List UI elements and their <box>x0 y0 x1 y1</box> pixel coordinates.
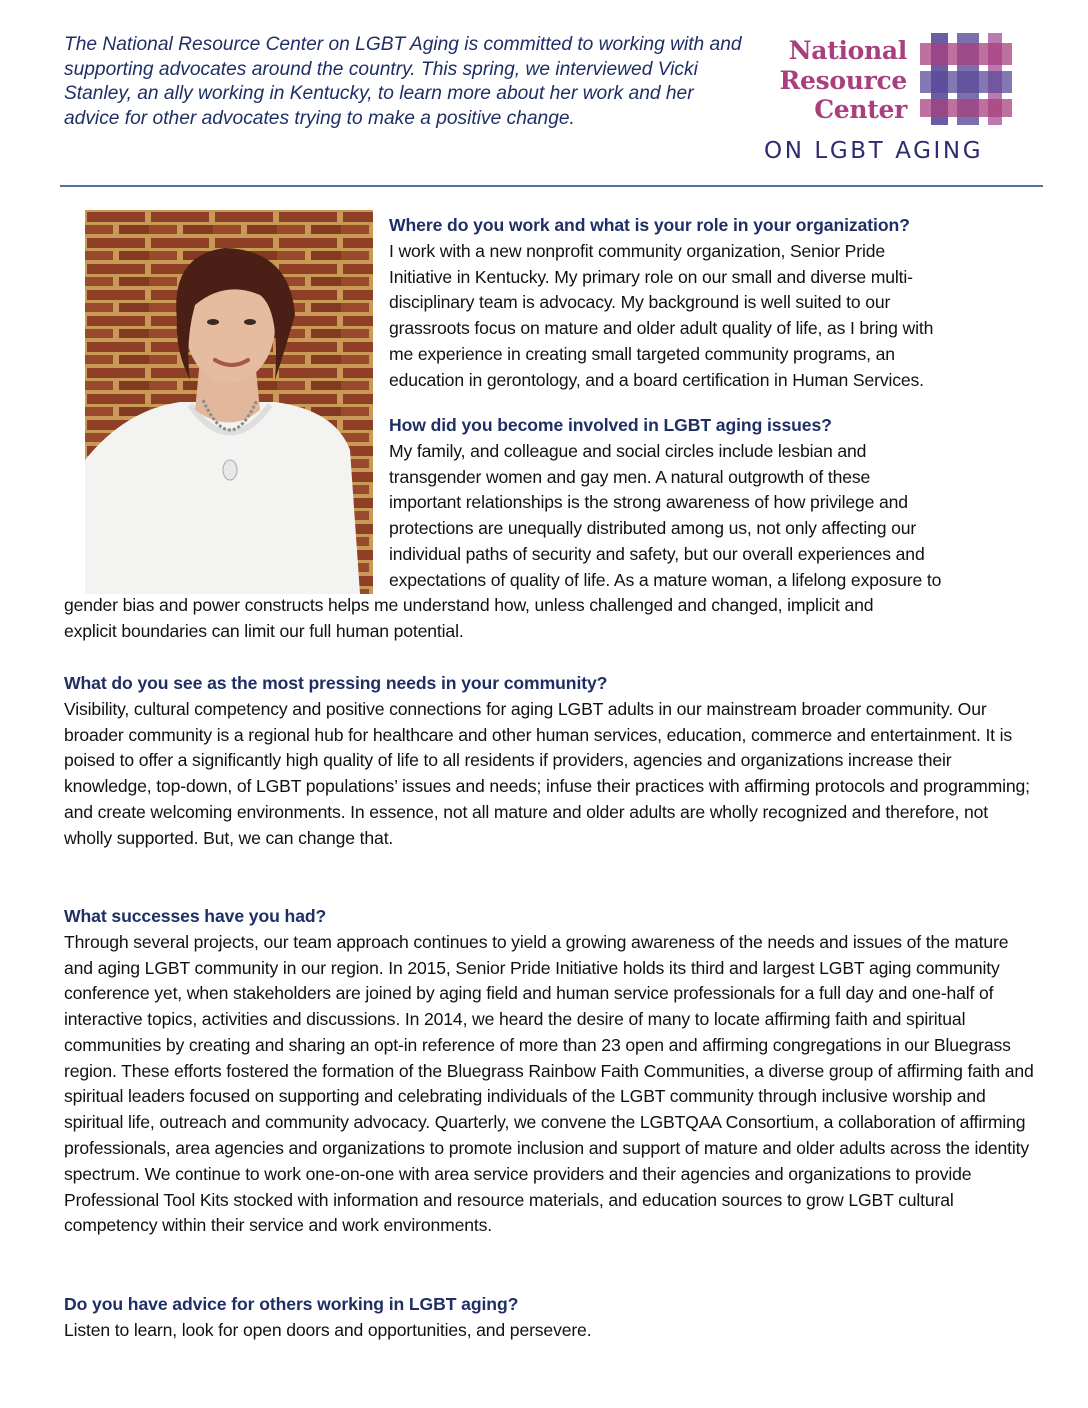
plaid-weave-icon <box>920 33 1012 125</box>
answer-line: expectations of quality of life. As a mature woman, a lifelong exposure to <box>389 569 942 590</box>
question-heading: Do you have advice for others working in LGBT aging? <box>64 1294 519 1314</box>
answer-text: Listen to learn, look for open doors and opportunities, and persevere. <box>64 1319 592 1340</box>
qa-section-involvement <box>389 413 1039 593</box>
answer-line: gender bias and power constructs helps me understand how, unless challenged and changed, implicit and <box>64 595 874 615</box>
answer-line: Initiative in Kentucky. My primary role on our small and diverse multi- <box>389 266 913 287</box>
qa-section-successes <box>64 904 1039 1239</box>
answer-line: me experience in creating small targeted community programs, an <box>389 343 895 364</box>
answer-line: protections are unequally distributed among us, not only affecting our <box>389 518 917 539</box>
logo-line-national: National <box>788 36 907 65</box>
answer-text <box>389 439 1039 594</box>
question-heading: What do you see as the most pressing needs in your community? <box>64 673 608 693</box>
question-heading: Where do you work and what is your role in your organization? <box>389 215 910 235</box>
nrc-lgbt-aging-logo <box>757 30 1027 170</box>
answer-text: Through several projects, our team approach continues to yield a growing awareness of the needs and issues of the mature and aging LGBT community in our region. In 2015, Senior Pride Initiative holds its third and largest LGBT aging community conference yet, when stakeholders are joined by aging field and human service professionals for a full day and one-half of interactive topics, activities and discussions. In 2014, we heard the desire of many to locate affirming faith and spiritual communities by creating and sharing an opt-in reference of more than 23 open and affirming congregations in our Bluegrass region. These efforts fostered the formation of the Bluegrass Rainbow Faith Communities, a diverse group of affirming faith and spiritual leaders focused on supporting and celebrating individuals of the LGBT community through inclusive worship and spiritual life, outreach and community advocacy. Quarterly, we convene the LGBTQAA Consortium, a collaboration of affirming professionals, area agencies and organizations to promote inclusion and support of mature and older adults across the identity spectrum. We continue to work one-on-one with area service providers and their agencies and organizations to provide Professional Tool Kits stocked with information and resource materials, and education sources to grow LGBT cultural competency within their service and work environments. <box>64 931 1034 1236</box>
answer-line: My family, and colleague and social circles include lesbian and <box>389 440 867 461</box>
answer-line: I work with a new nonprofit community organization, Senior Pride <box>389 240 885 261</box>
answer-line: transgender women and gay men. A natural outgrowth of these <box>389 466 871 487</box>
logo-line-center: Center <box>814 95 907 124</box>
header-divider <box>60 185 1043 187</box>
answer-text: Visibility, cultural competency and positive connections for aging LGBT adults in our mainstream broader community. Our broader community is a regional hub for healthcare and other human services, education, commerce and entertainment. It is poised to offer a significantly high quality of life to all residents if providers, agencies and organizations increase their knowledge, top-down, of LGBT populations’ issues and needs; infuse their practices with affirming protocols and programming; and create welcoming environments. In essence, not all mature and older adults are wholly recognized and therefore, not wholly supported. But, we can change that. <box>64 698 1030 848</box>
answer-line: individual paths of security and safety, but our overall experiences and <box>389 543 925 564</box>
logo-line-resource: Resource <box>779 65 907 95</box>
portrait-photo-icon <box>85 210 373 594</box>
answer-line: grassroots focus on mature and older adult quality of life, as I bring with <box>389 318 934 339</box>
qa-section-role <box>389 213 1039 393</box>
question-heading: What successes have you had? <box>64 906 327 926</box>
question-heading: How did you become involved in LGBT aging issues? <box>389 415 832 435</box>
answer-line: important relationships is the strong awareness of how privilege and <box>389 492 908 513</box>
answer-text-continued <box>64 593 1039 645</box>
qa-section-needs <box>64 671 1039 851</box>
answer-line: disciplinary team is advocacy. My background is well suited to our <box>389 292 891 313</box>
logo-subtitle: ON LGBT AGING <box>764 138 984 164</box>
intro-paragraph: The National Resource Center on LGBT Aging is committed to working with and supporting advocates around the country. This spring, we interviewed Vicki Stanley, an ally working in Kentucky, to learn more about her work and her advice for other advocates trying to make a positive change. <box>64 34 742 129</box>
portrait-photo <box>85 210 373 594</box>
answer-line: explicit boundaries can limit our full human potential. <box>64 620 464 641</box>
qa-section-advice <box>64 1292 1039 1344</box>
answer-text <box>389 239 1039 394</box>
logo-wordmark <box>757 36 907 125</box>
answer-line: education in gerontology, and a board certification in Human Services. <box>389 369 924 390</box>
